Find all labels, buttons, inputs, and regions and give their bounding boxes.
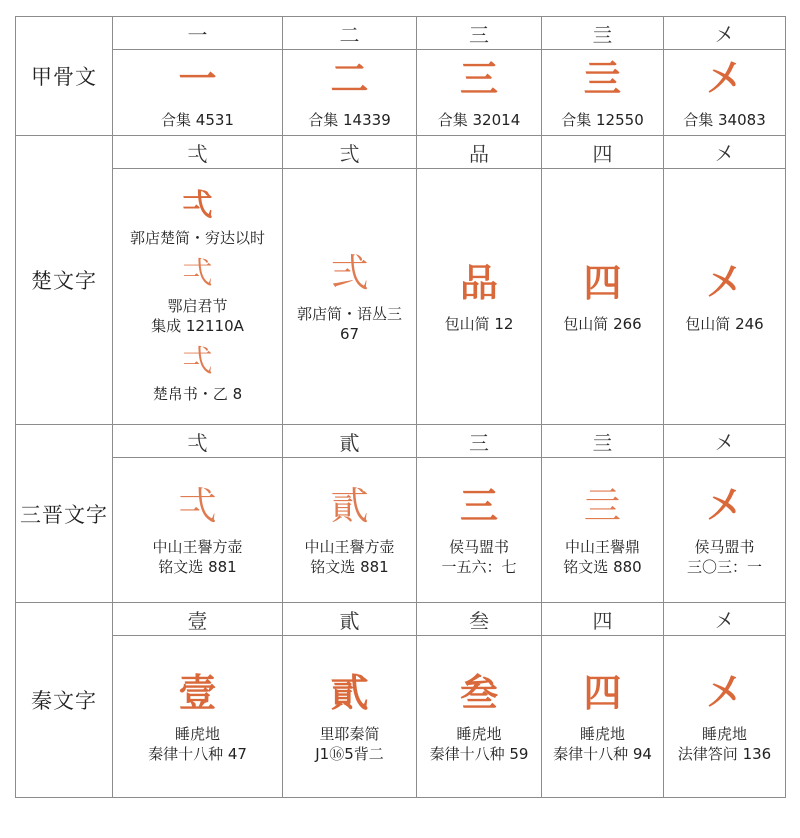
- era-label-oracle-bone: 甲骨文: [16, 17, 113, 136]
- source-text: 中山王譽方壶: [152, 538, 243, 556]
- glyph-image: 㐅: [705, 55, 744, 101]
- source-text: 合集 32014: [437, 110, 521, 129]
- source-text: 法律答问 136: [677, 744, 772, 763]
- glyph-image: 壹: [178, 669, 217, 715]
- glyph-image: 㐅: [705, 259, 744, 305]
- source-text: 一五六：七: [441, 558, 517, 576]
- glyph-cell-multi: [113, 169, 283, 425]
- glyph-image: 貳: [330, 669, 369, 715]
- source-text: 中山王譽鼎: [564, 538, 640, 556]
- glyph-cell: [283, 169, 417, 425]
- era-label-qin: 秦文字: [16, 603, 113, 798]
- glyph-image: 二: [330, 55, 369, 101]
- header-char: 叁: [417, 603, 542, 636]
- glyph-cell: [113, 50, 283, 136]
- source-text: 中山王譽方壶: [304, 538, 395, 556]
- source-text: 睡虎地: [174, 724, 220, 743]
- glyph-image: 叁: [459, 669, 498, 715]
- source-text: 秦律十八种 94: [553, 744, 652, 763]
- glyph-image: 弌: [182, 187, 213, 223]
- glyph-cell: [417, 169, 542, 425]
- era-label-sanjin: 三晋文字: [16, 425, 113, 603]
- header-char: 四: [542, 603, 664, 636]
- glyph-image: 㐅: [705, 483, 744, 528]
- source-text: 秦律十八种 47: [148, 744, 247, 763]
- glyph-cell: [664, 636, 786, 798]
- glyph-block: [113, 256, 282, 336]
- glyph-cell: [664, 50, 786, 136]
- source-text: 侯马盟书: [448, 538, 509, 556]
- source-text: 67: [339, 324, 360, 343]
- glyph-cell: [664, 169, 786, 425]
- glyph-cell: [542, 636, 664, 798]
- glyph-cell: [283, 50, 417, 136]
- glyph-image: 弌: [182, 343, 213, 379]
- glyph-cell: [664, 458, 786, 603]
- source-text: 睡虎地: [456, 724, 502, 743]
- source-text: 睡虎地: [579, 724, 625, 743]
- source-text: 里耶秦简: [319, 724, 380, 743]
- header-char: 㐅: [664, 603, 786, 636]
- header-char: 三: [417, 17, 542, 50]
- glyph-cell: [113, 458, 283, 603]
- header-char: 一: [113, 17, 283, 50]
- glyph-cell: [283, 636, 417, 798]
- glyph-image: 亖: [583, 484, 622, 528]
- glyph-cell: [283, 458, 417, 603]
- source-text: 合集 4531: [161, 110, 234, 129]
- header-char: 貳: [283, 425, 417, 458]
- source-text: 合集 14339: [308, 110, 391, 129]
- header-char: 品: [417, 136, 542, 169]
- source-text: 合集 34083: [683, 110, 766, 129]
- header-char: 弌: [113, 425, 283, 458]
- source-text: 包山简 246: [685, 314, 764, 333]
- header-char: 二: [283, 17, 417, 50]
- glyph-image: 弌: [182, 255, 213, 291]
- glyph-cell: [417, 458, 542, 603]
- source-text: 郭店简・语丛三: [296, 304, 402, 323]
- glyph-image: 三: [459, 55, 498, 101]
- header-char: 㐅: [664, 17, 786, 50]
- era-label-chu: 楚文字: [16, 136, 113, 425]
- glyph-image: 一: [178, 55, 217, 101]
- header-char: 亖: [542, 425, 664, 458]
- header-char: 弌: [113, 136, 283, 169]
- header-char: 㐅: [664, 136, 786, 169]
- source-text: 侯马盟书: [694, 538, 755, 556]
- glyph-cell: [417, 50, 542, 136]
- glyph-image: 亖: [583, 55, 622, 101]
- source-text: 铭文选 881: [158, 558, 237, 576]
- glyph-image: 弌: [178, 484, 217, 528]
- glyph-image: 品: [459, 259, 498, 305]
- header-char: 貳: [283, 603, 417, 636]
- header-char: 亖: [542, 17, 664, 50]
- source-text: 包山简 266: [563, 314, 642, 333]
- glyph-image: 㐅: [705, 669, 744, 715]
- source-text: 秦律十八种 59: [429, 744, 529, 763]
- source-text: 铭文选 881: [310, 558, 389, 576]
- source-text: 郭店楚简・穷达以时: [129, 228, 265, 247]
- header-char: 壹: [113, 603, 283, 636]
- glyph-image: 弍: [330, 250, 369, 295]
- source-text: 鄂启君节: [167, 296, 228, 315]
- glyph-cell: [542, 50, 664, 136]
- source-text: 睡虎地: [701, 724, 747, 743]
- source-text: 三〇三：一: [686, 558, 762, 576]
- glyph-cell: [542, 169, 664, 425]
- glyph-image: 貳: [330, 484, 369, 528]
- source-text: 集成 12110A: [151, 316, 244, 335]
- source-text: 包山简 12: [444, 314, 514, 333]
- source-text: 合集 12550: [561, 110, 644, 129]
- numeral-comparison-table: [15, 16, 786, 798]
- header-char: 弍: [283, 136, 417, 169]
- glyph-cell: [542, 458, 664, 603]
- glyph-image: 三: [459, 483, 498, 528]
- glyph-image: 四: [583, 669, 622, 715]
- source-text: 楚帛书・乙 8: [152, 384, 243, 403]
- header-char: 四: [542, 136, 664, 169]
- header-char: 㐅: [664, 425, 786, 458]
- glyph-cell: [113, 636, 283, 798]
- glyph-cell: [417, 636, 542, 798]
- glyph-image: 四: [583, 259, 622, 305]
- glyph-block: [113, 188, 282, 248]
- source-text: 铭文选 880: [563, 558, 642, 576]
- header-char: 三: [417, 425, 542, 458]
- source-text: J1⑯5背二: [315, 744, 384, 763]
- glyph-block: [113, 344, 282, 404]
